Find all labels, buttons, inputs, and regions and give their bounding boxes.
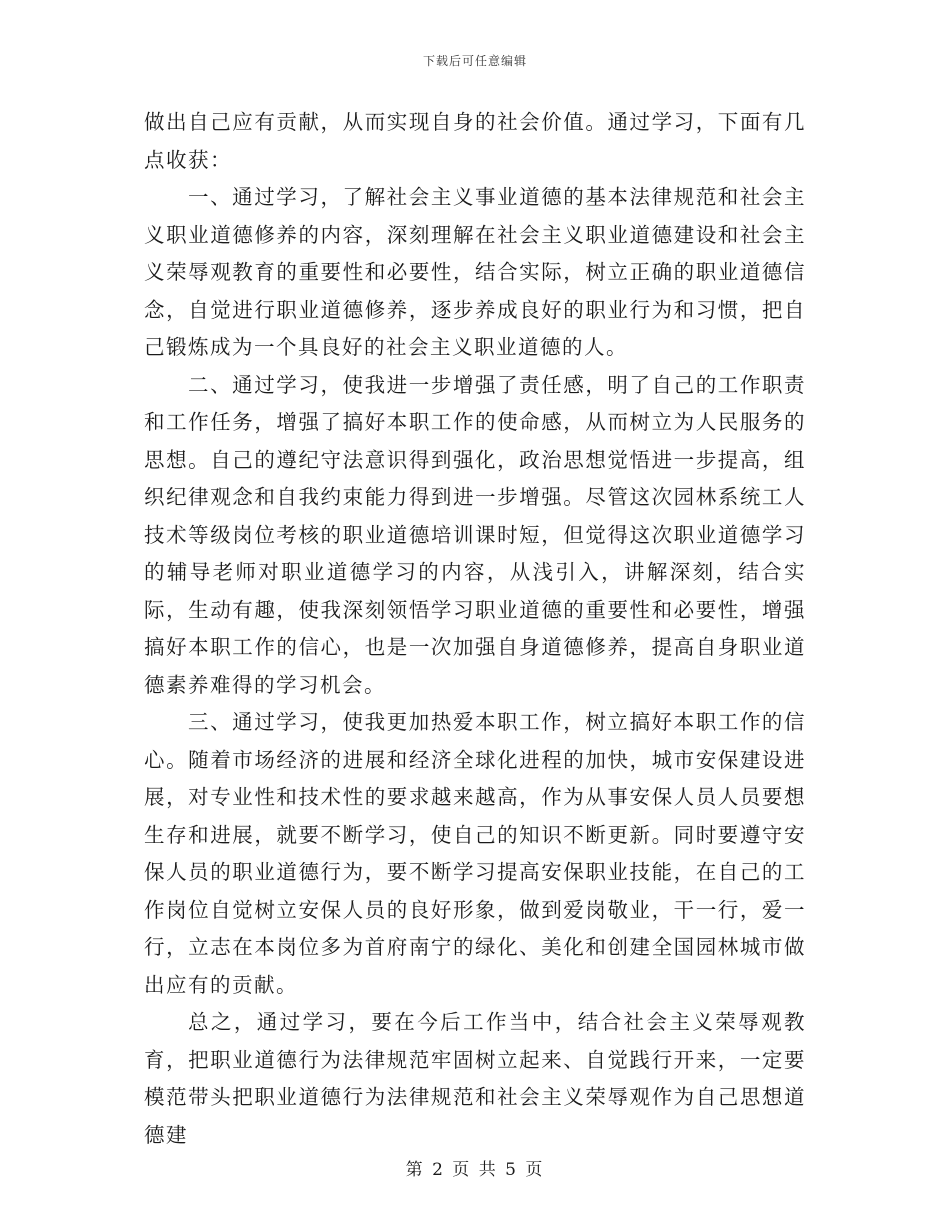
document-body xyxy=(144,104,806,1154)
page-number-footer: 第 2 页 共 5 页 xyxy=(405,1160,545,1180)
paragraph-point-three: 三、通过学习，使我更加热爱本职工作，树立搞好本职工作的信心。随着市场经济的进展和经济全球化进程的加快，城市安保建设进展，对专业性和技术性的要求越来越高，作为从事安保人员人员要想生存和进展，就要不断学习，使自己的知识不断更新。同时要遵守安保人员的职业道德行为，要不断学习提高安保职业技能，在自己的工作岗位自觉树立安保人员的良好形象，做到爱岗敬业，干一行，爱一行，立志在本岗位多为首府南宁的绿化、美化和创建全国园林城市做出应有的贡献。 xyxy=(144,710,806,997)
page-header: 下载后可任意编辑 xyxy=(422,54,527,68)
paragraph-point-two: 二、通过学习，使我进一步增强了责任感，明了自己的工作职责和工作任务，增强了搞好本职工作的使命感，从而树立为人民服务的思想。自己的遵纪守法意识得到强化，政治思想觉悟进一步提高，组织纪律观念和自我约束能力得到进一步增强。尽管这次园林系统工人技术等级岗位考核的职业道德培训课时短，但觉得这次职业道德学习的辅导老师对职业道德学习的内容，从浅引入，讲解深刻，结合实际，生动有趣，使我深刻领悟学习职业道德的重要性和必要性，增强搞好本职工作的信心，也是一次加强自身道德修养，提高自身职业道德素养难得的学习机会。 xyxy=(144,372,806,697)
paragraph-intro-continuation: 做出自己应有贡献，从而实现自身的社会价值。通过学习，下面有几点收获： xyxy=(144,110,806,172)
paragraph-point-one: 一、通过学习，了解社会主义事业道德的基本法律规范和社会主义职业道德修养的内容，深刻理解在社会主义职业道德建设和社会主义荣辱观教育的重要性和必要性，结合实际，树立正确的职业道德信念，自觉进行职业道德修养，逐步养成良好的职业行为和习惯，把自己锻炼成为一个具良好的社会主义职业道德的人。 xyxy=(144,185,806,359)
paragraph-conclusion: 总之，通过学习，要在今后工作当中，结合社会主义荣辱观教育，把职业道德行为法律规范牢固树立起来、自觉践行开来，一定要模范带头把职业道德行为法律规范和社会主义荣辱观作为自己思想道德建 xyxy=(144,1010,806,1147)
